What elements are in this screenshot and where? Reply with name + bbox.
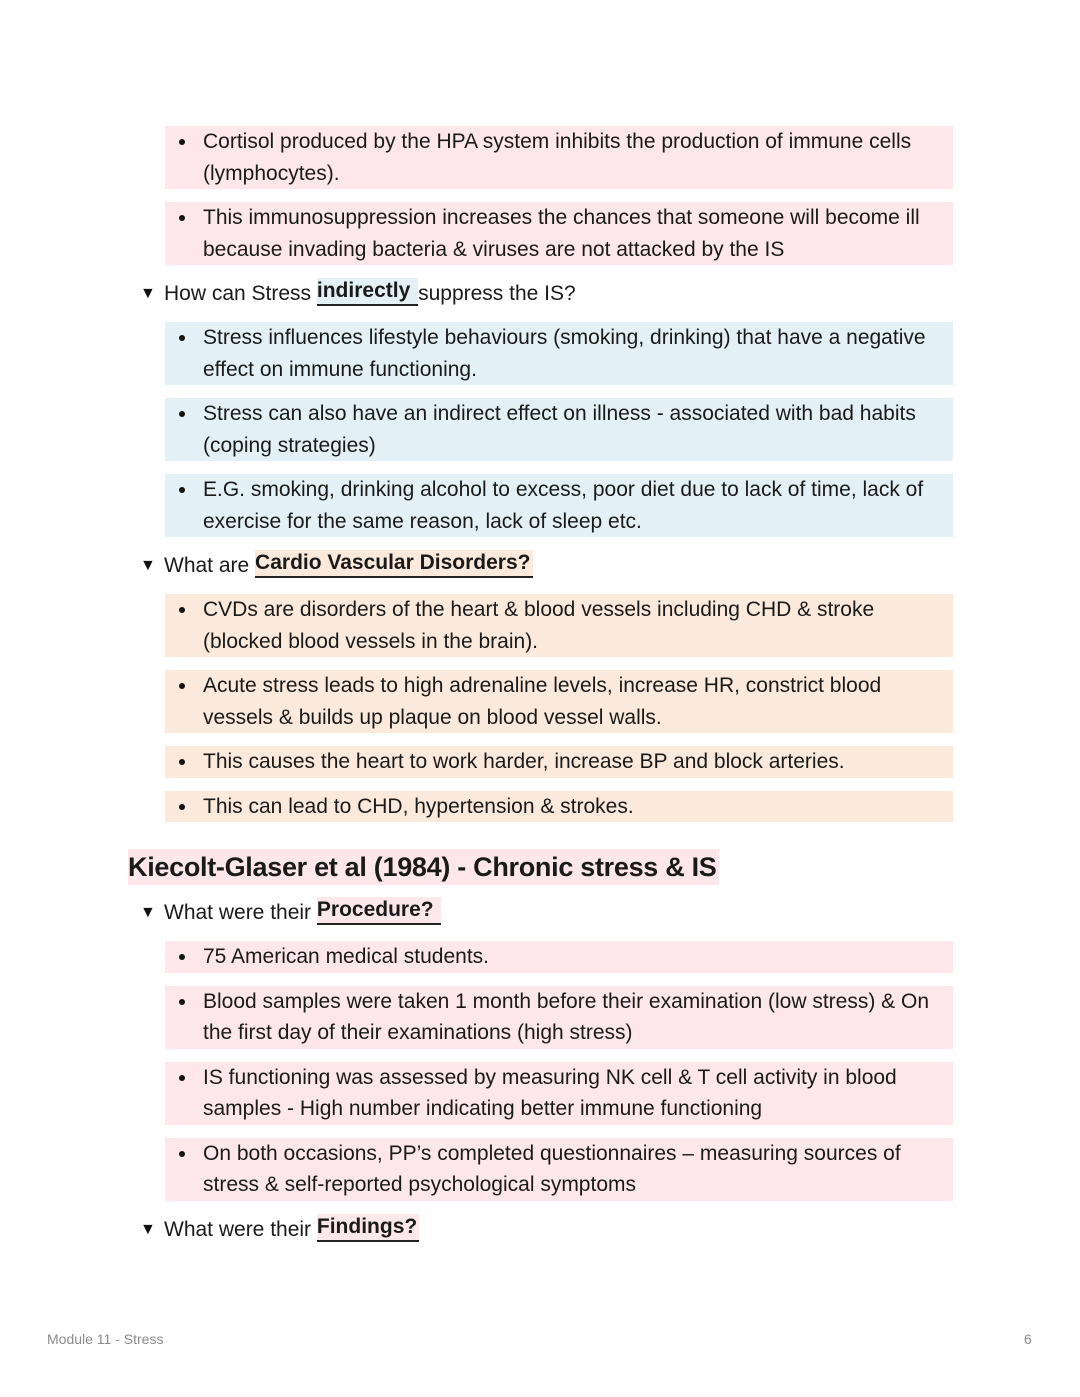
indirect-suppression-bullets — [165, 322, 953, 537]
list-item: E.G. smoking, drinking alcohol to excess, poor diet due to lack of time, lack of exercise for the same reason, lack of sleep etc. — [165, 474, 953, 537]
toggle-text-prefix: What were their — [164, 1217, 317, 1241]
toggle-findings[interactable] — [140, 1214, 953, 1246]
toggle-text-prefix: How can Stress — [164, 282, 317, 305]
list-item: CVDs are disorders of the heart & blood vessels including CHD & stroke (blocked blood vessels in the brain). — [165, 594, 953, 657]
toggle-triangle-icon[interactable]: ▼ — [140, 1220, 156, 1238]
list-item: Blood samples were taken 1 month before their examination (low stress) & On the first day of their examinations (high stress) — [165, 986, 953, 1049]
list-item: On both occasions, PP’s completed questionnaires – measuring sources of stress & self-reported psychological symptoms — [165, 1138, 953, 1201]
toggle-text-suffix: suppress the IS? — [418, 282, 576, 305]
toggle-text-prefix: What are — [164, 554, 256, 577]
toggle-procedure[interactable] — [140, 897, 953, 929]
list-item: Stress can also have an indirect effect on illness - associated with bad habits (coping strategies) — [165, 398, 953, 461]
footer-module-title: Module 11 - Stress — [47, 1331, 164, 1347]
list-item: 75 American medical students. — [165, 941, 953, 973]
list-item: Acute stress leads to high adrenaline levels, increase HR, constrict blood vessels & builds up plaque on blood vessel walls. — [165, 670, 953, 733]
list-item: This can lead to CHD, hypertension & strokes. — [165, 791, 953, 823]
list-item: Stress influences lifestyle behaviours (smoking, drinking) that have a negative effect on immune functioning. — [165, 322, 953, 385]
toggle-cardio-vascular-disorders[interactable] — [140, 550, 953, 582]
toggle-triangle-icon[interactable]: ▼ — [140, 904, 156, 921]
list-item: This immunosuppression increases the chances that someone will become ill because invading bacteria & viruses are not attacked by the IS — [165, 202, 953, 265]
toggle-indirect-suppression[interactable] — [140, 278, 953, 310]
toggle-triangle-icon[interactable]: ▼ — [140, 285, 156, 302]
list-item: This causes the heart to work harder, increase BP and block arteries. — [165, 746, 953, 778]
toggle-triangle-icon[interactable]: ▼ — [140, 557, 156, 574]
list-item: Cortisol produced by the HPA system inhibits the production of immune cells (lymphocytes). — [165, 126, 953, 189]
list-item: IS functioning was assessed by measuring NK cell & T cell activity in blood samples - High number indicating better immune functioning — [165, 1062, 953, 1125]
immunosuppression-bullets — [165, 126, 953, 265]
procedure-bullets — [165, 941, 953, 1201]
page-content — [128, 126, 953, 1258]
cvd-bullets — [165, 594, 953, 822]
toggle-text-bold: Findings? — [317, 1214, 419, 1242]
toggle-text-prefix: What were their — [164, 901, 317, 924]
toggle-text-bold: Procedure? — [317, 897, 442, 925]
toggle-text-bold: indirectly — [317, 278, 418, 306]
toggle-text-bold: Cardio Vascular Disorders? — [255, 550, 532, 578]
footer-page-number: 6 — [1024, 1331, 1032, 1347]
section-heading: Kiecolt-Glaser et al (1984) - Chronic stress & IS — [128, 849, 719, 885]
